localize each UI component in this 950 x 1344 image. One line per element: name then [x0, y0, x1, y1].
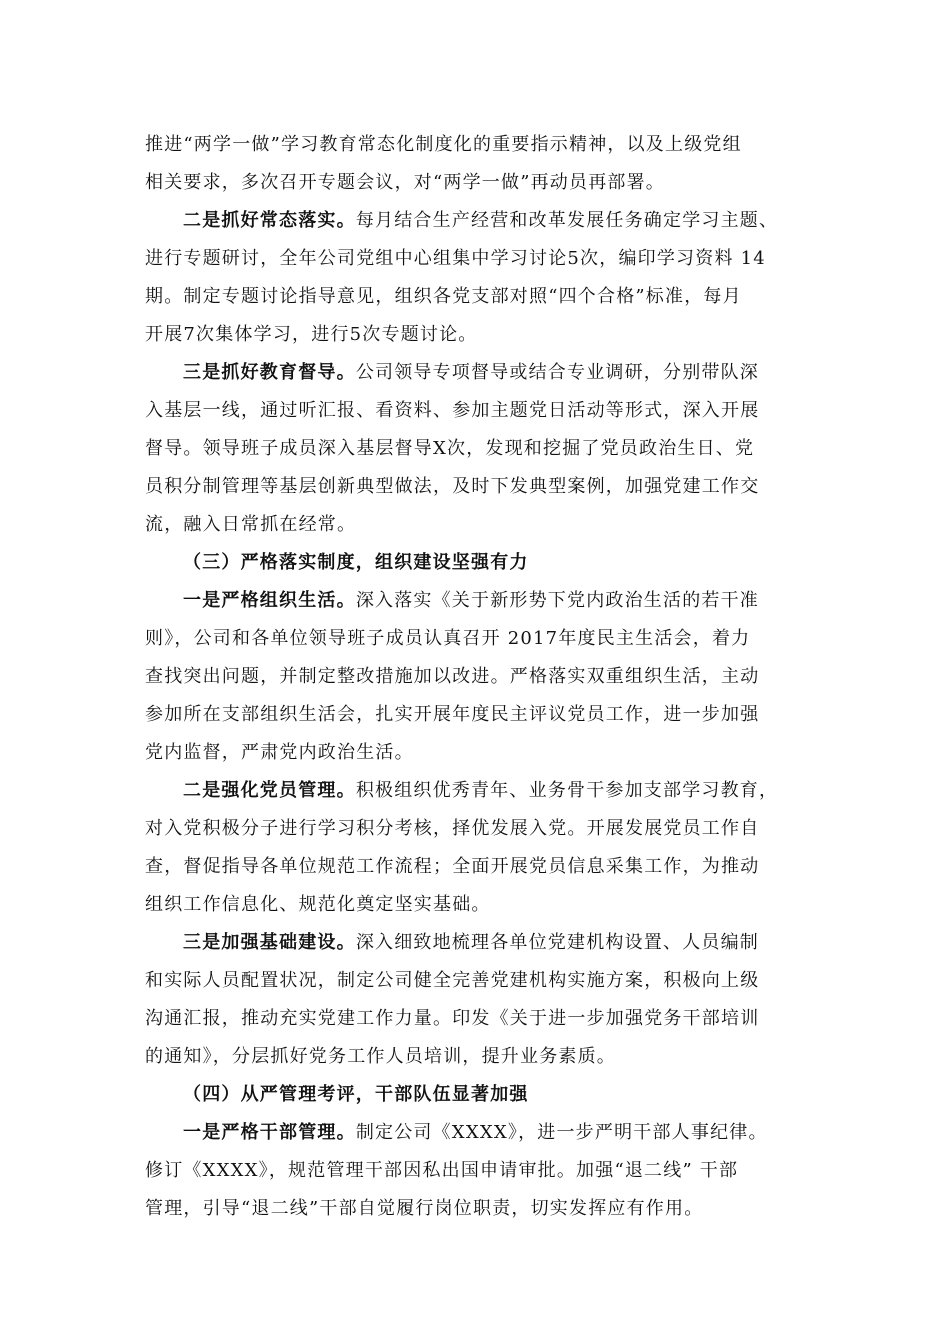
paragraph-text: 公司领导专项督导或结合专业调研，分别带队深 — [355, 362, 760, 383]
section-heading-text: （三）严格落实制度，组织建设坚强有力 — [183, 552, 529, 573]
text-line — [145, 924, 810, 962]
paragraph-text: 深入细致地梳理各单位党建机构设置、人员编制 — [355, 932, 760, 953]
text-line: 进行专题研讨，全年公司党组中心组集中学习讨论5次，编印学习资料 14 — [145, 248, 766, 269]
paragraph-lead: 一是严格组织生活。 — [183, 590, 356, 611]
text-line: 查，督促指导各单位规范工作流程；全面开展党员信息采集工作，为推动 — [145, 856, 760, 877]
paragraph-lead: 三是加强基础建设。 — [183, 932, 356, 953]
text-line: 员积分制管理等基层创新典型做法，及时下发典型案例，加强党建工作交 — [145, 476, 760, 497]
text-line: 的通知》，分层抓好党务工作人员培训，提升业务素质。 — [145, 1046, 616, 1067]
text-line: 督导。领导班子成员深入基层督导X次，发现和挖掘了党员政治生日、党 — [145, 438, 755, 459]
paragraph-text: 积极组织优秀青年、业务骨干参加支部学习教育， — [355, 780, 779, 801]
paragraph-text: 制定公司《XXXX》，进一步严明干部人事纪律。 — [355, 1122, 768, 1143]
paragraph-lead: 三是抓好教育督导。 — [183, 362, 356, 383]
text-line — [145, 354, 810, 392]
document-body — [145, 126, 810, 1228]
section-heading — [145, 544, 810, 582]
text-line: 组织工作信息化、规范化奠定坚实基础。 — [145, 894, 491, 915]
paragraph — [145, 582, 810, 772]
text-line — [145, 202, 810, 240]
text-line: 查找突出问题，并制定整改措施加以改进。严格落实双重组织生活，主动 — [145, 666, 760, 687]
text-line: 推进“两学一做”学习教育常态化制度化的重要指示精神，以及上级党组 — [145, 134, 742, 155]
paragraph — [145, 126, 810, 202]
section-heading-text: （四）从严管理考评，干部队伍显著加强 — [183, 1084, 529, 1105]
paragraph-lead: 二是抓好常态落实。 — [183, 210, 356, 231]
paragraph-lead: 二是强化党员管理。 — [183, 780, 356, 801]
text-line — [145, 1114, 810, 1152]
text-line: 流，融入日常抓在经常。 — [145, 514, 357, 535]
text-line: 沟通汇报，推动充实党建工作力量。印发《关于进一步加强党务干部培训 — [145, 1008, 760, 1029]
text-line — [145, 582, 810, 620]
text-line: 则》，公司和各单位领导班子成员认真召开 2017年度民主生活会，着力 — [145, 628, 751, 649]
text-line: 和实际人员配置状况，制定公司健全完善党建机构实施方案，积极向上级 — [145, 970, 760, 991]
text-line: 相关要求，多次召开专题会议，对“两学一做”再动员再部署。 — [145, 172, 666, 193]
paragraph — [145, 772, 810, 924]
paragraph — [145, 924, 810, 1076]
paragraph — [145, 1114, 810, 1228]
paragraph-text: 深入落实《关于新形势下党内政治生活的若干准 — [355, 590, 760, 611]
text-line: 开展7次集体学习，进行5次专题讨论。 — [145, 324, 478, 345]
paragraph-lead: 一是严格干部管理。 — [183, 1122, 356, 1143]
text-line: 入基层一线，通过听汇报、看资料、参加主题党日活动等形式，深入开展 — [145, 400, 760, 421]
paragraph-text: 每月结合生产经营和改革发展任务确定学习主题、 — [355, 210, 779, 231]
text-line: 修订《XXXX》，规范管理干部因私出国申请审批。加强“退二线” 干部 — [145, 1160, 739, 1181]
section-heading — [145, 1076, 810, 1114]
text-line: 管理，引导“退二线”干部自觉履行岗位职责，切实发挥应有作用。 — [145, 1198, 704, 1219]
text-line: 参加所在支部组织生活会，扎实开展年度民主评议党员工作，进一步加强 — [145, 704, 760, 725]
text-line: 党内监督，严肃党内政治生活。 — [145, 742, 414, 763]
paragraph — [145, 202, 810, 354]
paragraph — [145, 354, 810, 544]
text-line: 对入党积极分子进行学习积分考核，择优发展入党。开展发展党员工作自 — [145, 818, 760, 839]
text-line — [145, 772, 810, 810]
text-line: 期。制定专题讨论指导意见，组织各党支部对照“四个合格”标准，每月 — [145, 286, 742, 307]
